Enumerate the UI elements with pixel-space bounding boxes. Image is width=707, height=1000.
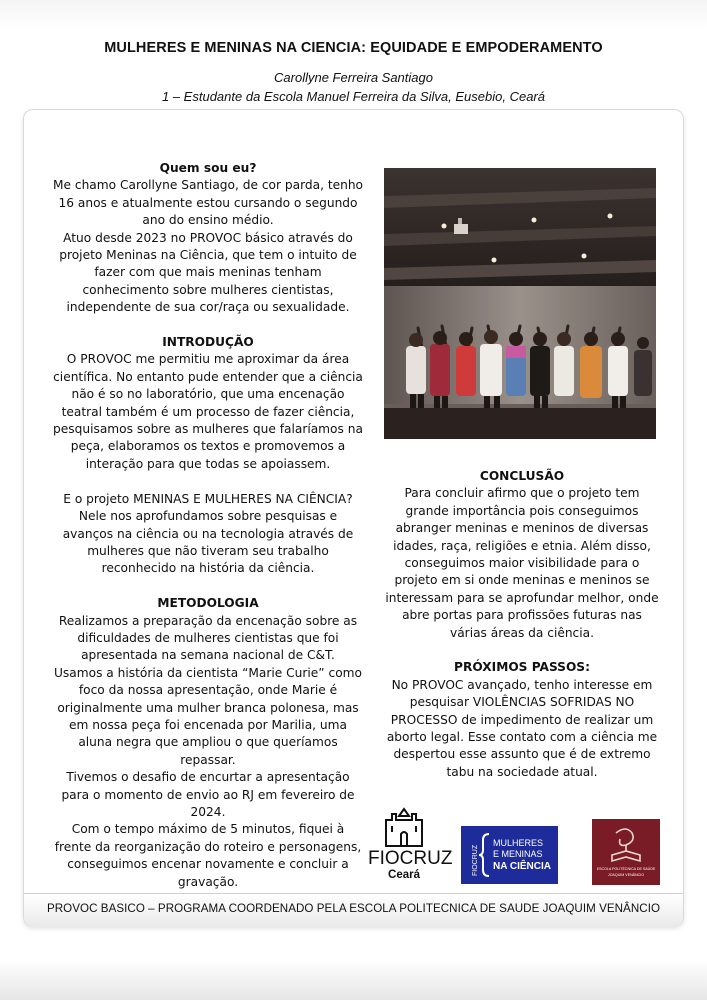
section-title-method: METODOLOGIA	[157, 596, 259, 611]
conclusion-paragraph: Para concluir afirmo que o projeto tem grande importância pois conseguimos abranger meninas e meninos de diversas idades, raça, religiões e etnia. Além disso, conseguimos maior visibilidade para o projeto em si onde meninas e meninos se interessam para se aprofundar melhor, onde abre portas para profissões futuras nas várias áreas da ciência.	[385, 486, 659, 640]
left-column	[52, 160, 364, 891]
section-title-conclusion: CONCLUSÃO	[479, 469, 565, 483]
mmc-line-2: E MENINAS	[493, 849, 543, 859]
mmc-line-1: MULHERES	[493, 838, 544, 848]
mulheres-meninas-logo-art	[461, 826, 558, 884]
poster-title: MULHERES E MENINAS NA CIENCIA: EQUIDADE E EMPODERAMENTO	[104, 40, 603, 56]
stage-photo-illustration	[384, 168, 656, 439]
next-steps-paragraph: No PROVOC avançado, tenho interesse em pesquisar VIOLÊNCIAS SOFRIDAS NO PROCESSO de impedimento de realizar um aborto legal. Esse contato com a ciência me despertou esse assunto que é de extremo tabu na sociedade atual.	[386, 677, 658, 779]
method-paragraph-2: Usamos a história da cientista “Marie Curie” como foco da nossa apresentação, onde Marie é originalmente uma mulher branca polonesa, mas em nossa peça foi encenada por Marilia, uma aluna negra que ampliou o que queríamos repassar.	[54, 665, 362, 767]
section-title-who: Quem sou eu?	[159, 161, 257, 175]
section-title-next-steps: PRÓXIMOS PASSOS:	[454, 660, 590, 675]
method-paragraph-4: Com o tempo máximo de 5 minutos, fiquei à frente da reorganização do roteiro e personagens, conseguimos encenar novamente e concluir a gravação.	[54, 822, 362, 889]
epsjv-line-1: ESCOLA POLITÉCNICA DE SAÚDE	[596, 867, 656, 871]
fiocruz-castle-icon	[368, 806, 440, 848]
stage-photo	[384, 168, 656, 439]
method-paragraph-3: Tivemos o desafio de encurtar a apresentação para o momento de envio ao RJ em fevereiro de 2024.	[61, 770, 355, 819]
intro-paragraph-1: O PROVOC me permitiu me aproximar da área científica. No entanto pude entender que a ciência não é so no laboratório, que uma encenação teatral também é um processo de fazer ciência, pesquisamos sobre as mulheres que falaríamos na peça, elaboramos os textos e promovemos a interação para que todas se apoiassem.	[53, 352, 363, 471]
mmc-line-3: NA CIÊNCIA	[493, 861, 551, 872]
who-paragraph-1: Me chamo Carollyne Santiago, de cor parda, tenho 16 anos e atualmente estou cursando o segundo ano do ensino médio.	[52, 178, 364, 228]
section-title-intro: INTRODUÇÃO	[162, 335, 254, 350]
epsjv-logo-art	[592, 819, 660, 885]
fiocruz-subtitle: Ceará	[388, 869, 420, 881]
author-affiliation: 1 – Estudante da Escola Manuel Ferreira da Silva, Eusebio, Ceará	[162, 89, 545, 104]
epsjv-logo	[592, 819, 660, 885]
epsjv-line-2: JOAQUIM VENÂNCIO	[607, 873, 645, 877]
mmc-side-text: FIOCRUZ	[472, 844, 479, 876]
method-paragraph-1: Realizamos a preparação da encenação sobre as dificuldades de mulheres cientistas que foi apresentada na semana nacional de C&T.	[58, 613, 358, 663]
author-name: Carollyne Ferreira Santiago	[274, 70, 433, 85]
footer-bar: PROVOC BASICO – PROGRAMA COORDENADO PELA ESCOLA POLITECNICA DE SAUDE JOAQUIM VENÂNCIO	[24, 893, 683, 927]
fiocruz-logo	[368, 806, 453, 886]
right-column	[384, 468, 660, 781]
intro-paragraph-2: E o projeto MENINAS E MULHERES NA CIÊNCIA? Nele nos aprofundamos sobre pesquisas e avanços na ciência ou na tecnologia através de mulheres que não tiveram seu trabalho reconhecido na história da ciência.	[62, 491, 354, 576]
mulheres-meninas-logo	[461, 826, 558, 884]
fiocruz-wordmark: FIOCRUZ	[368, 848, 453, 869]
who-paragraph-2: Atuo desde 2023 no PROVOC básico através do projeto Meninas na Ciência, que tem o intuito de fazer com que mais meninas tenham conhecimento sobre mulheres cientistas, independente de sua cor/raça ou sexualidade.	[59, 230, 357, 315]
